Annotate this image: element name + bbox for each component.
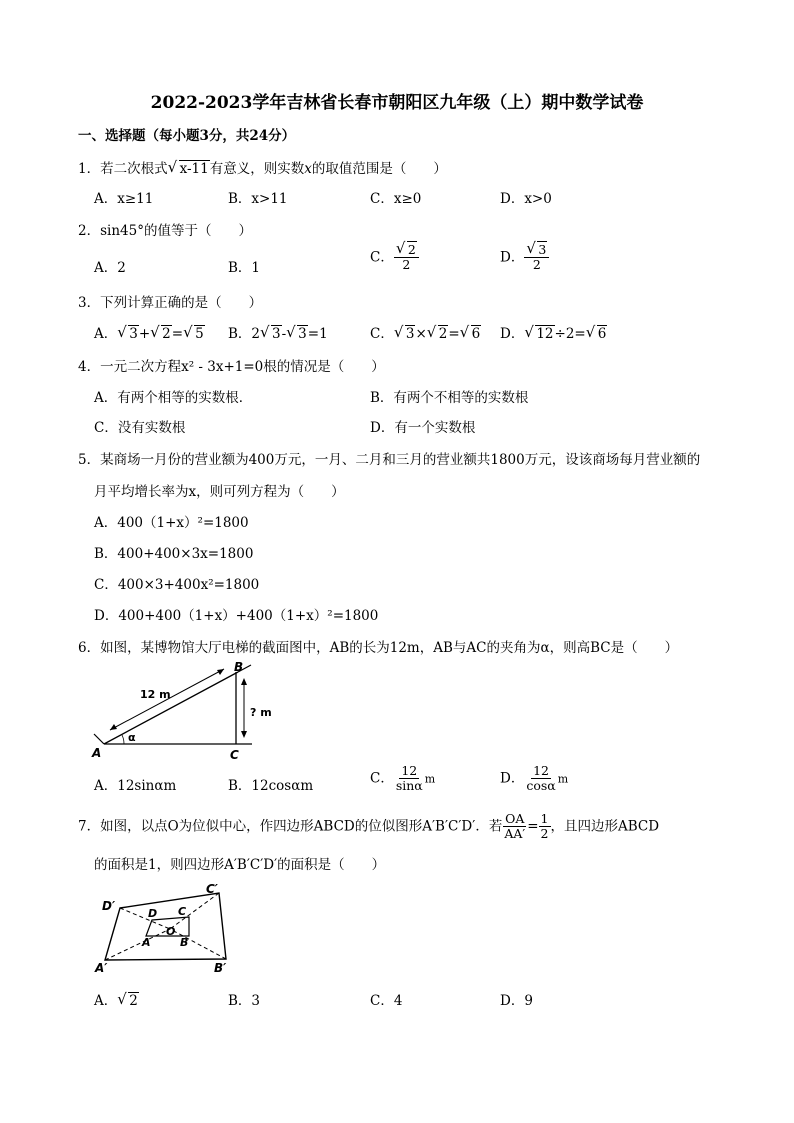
q1-option-a: A．x≥11 xyxy=(94,191,154,207)
q5-option-d: D．400+400（1+x）+400（1+x）²=1800 xyxy=(94,608,379,624)
question-7-line-1: 7．如图，以点O为位似中心，作四边形ABCD的位似图形A′B′C′D′．若 $\frac{OA}{AA'}$ = $\frac{1}{2}$ ，且四边形ABCD xyxy=(78,811,660,842)
q2-option-a: A．2 xyxy=(94,260,126,276)
point-c: C xyxy=(230,748,239,762)
q6-option-d: D． $\frac{12}{\cos\alpha}$ m xyxy=(500,763,569,794)
question-1-stem: 1．若二次根式 √ x-11有意义，则实数x的取值范围是（ ） xyxy=(78,158,447,177)
point-b: B xyxy=(234,660,244,674)
point-a-prime: A′ xyxy=(95,961,108,975)
alpha-label: α xyxy=(128,731,136,744)
point-b-prime: B′ xyxy=(214,961,227,975)
q3-option-d: D． √ 12÷2= √ 6 xyxy=(500,323,607,342)
question-6-stem: 6．如图，某博物馆大厅电梯的截面图中，AB的长为12m，AB与AC的夹角为α，则高BC是（ ） xyxy=(78,640,679,656)
q4-option-c: C．没有实数根 xyxy=(94,420,186,436)
section-heading: 一、选择题（每小题3分，共24分） xyxy=(78,128,296,144)
q3-option-a: A． √ 3+ √ 2= √ 5 xyxy=(94,323,204,342)
q5-option-c: C．400×3+400x²=1800 xyxy=(94,577,260,593)
height-label: ? m xyxy=(250,706,272,719)
q4-option-b: B．有两个不相等的实数根 xyxy=(370,390,529,406)
q4-option-d: D．有一个实数根 xyxy=(370,420,476,436)
point-o: O xyxy=(166,925,176,938)
point-a: A xyxy=(142,936,151,949)
question-5-line-2: 月平均增长率为x，则可列方程为（ ） xyxy=(94,484,345,500)
question-5-line-1: 5．某商场一月份的营业额为400万元，一月、二月和三月的营业额共1800万元，设该商场每月营业额的 xyxy=(78,452,701,468)
q7-option-d: D．9 xyxy=(500,993,533,1009)
q1-option-d: D．x>0 xyxy=(500,191,552,207)
q6-option-b: B．12cosαm xyxy=(228,778,314,794)
q2-option-b: B．1 xyxy=(228,260,261,276)
q7-option-c: C．4 xyxy=(370,993,403,1009)
q5-option-a: A．400（1+x）²=1800 xyxy=(94,515,249,531)
point-d: D xyxy=(148,907,158,920)
q6-option-c: C． $\frac{12}{\sin\alpha}$ m xyxy=(370,763,436,794)
question-7-line-2: 的面积是1，则四边形A′B′C′D′的面积是（ ） xyxy=(94,857,386,873)
point-d-prime: D′ xyxy=(102,899,116,913)
point-c: C xyxy=(178,905,187,918)
homothety-figure xyxy=(92,880,242,978)
q5-option-b: B．400+400×3x=1800 xyxy=(94,546,254,562)
q3-option-c: C． √ 3× √ 2= √ 6 xyxy=(370,323,481,342)
q1-option-c: C．x≥0 xyxy=(370,191,422,207)
q3-option-b: B．2 √ 3- √ 3=1 xyxy=(228,323,328,342)
point-c-prime: C′ xyxy=(206,882,218,896)
q4-option-a: A．有两个相等的实数根． xyxy=(94,390,253,406)
radical: √ x-11 xyxy=(167,158,209,177)
page-title: 2022-2023学年吉林省长春市朝阳区九年级（上）期中数学试卷 xyxy=(150,93,644,113)
q7-option-b: B．3 xyxy=(228,993,261,1009)
question-2-stem: 2．sin45°的值等于（ ） xyxy=(78,223,252,239)
q2-option-d: D． √ 3 2 xyxy=(500,243,549,273)
question-4-stem: 4．一元二次方程x² - 3x+1=0根的情况是（ ） xyxy=(78,359,385,375)
point-a: A xyxy=(92,746,102,760)
q1-option-b: B．x>11 xyxy=(228,191,288,207)
question-3-stem: 3．下列计算正确的是（ ） xyxy=(78,295,263,311)
q6-option-a: A．12sinαm xyxy=(94,778,177,794)
q2-option-c: C． √ 2 2 xyxy=(370,243,419,273)
q7-option-a: A． √ 2 xyxy=(94,990,138,1009)
escalator-figure xyxy=(88,656,272,764)
length-label: 12 m xyxy=(140,688,171,701)
point-b: B xyxy=(180,936,189,949)
